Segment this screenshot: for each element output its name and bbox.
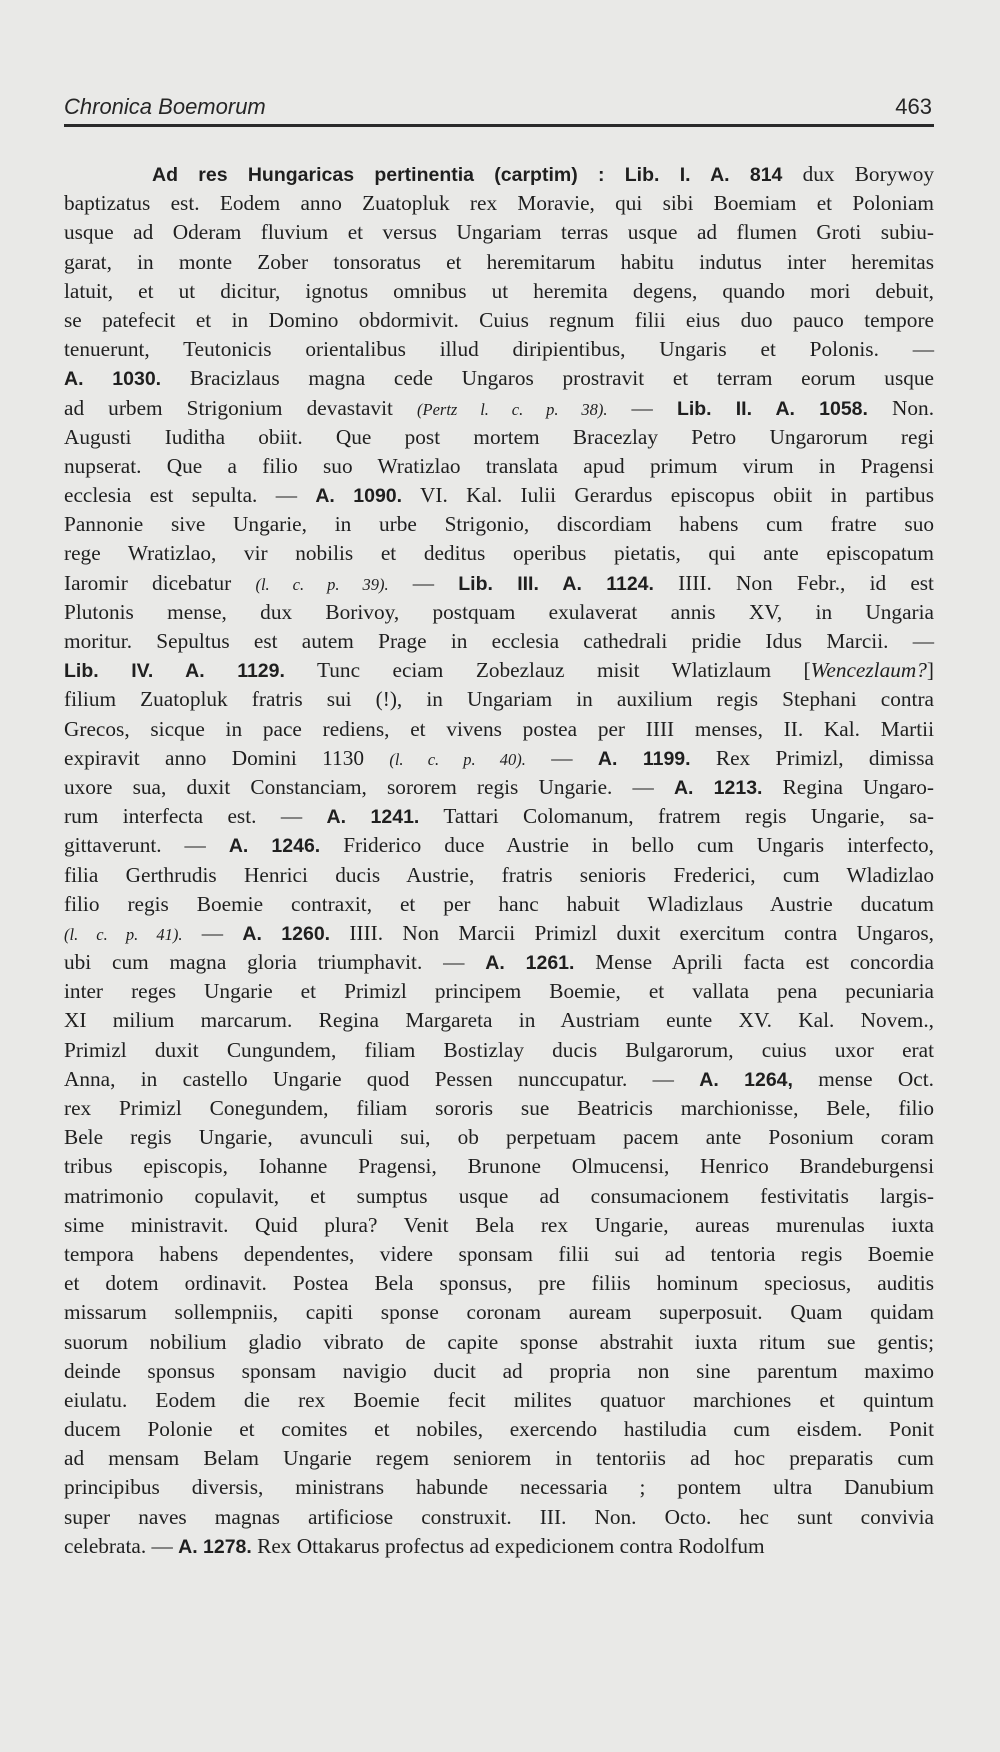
text-line (64, 744, 934, 773)
text-line (64, 1298, 934, 1327)
year-heading: Lib. IV. A. 1129. (64, 660, 285, 683)
text-line (64, 160, 934, 189)
text-line (64, 685, 934, 714)
text-line (64, 1065, 934, 1094)
text-segment: — (525, 745, 598, 770)
text-line (64, 861, 934, 890)
text-line (64, 890, 934, 919)
text-segment: XI milium marcarum. Regina Margareta in Austriam eunte XV. Kal. Novem., (64, 1008, 934, 1033)
text-segment: — (388, 570, 459, 595)
text-segment: Anna, in castello Ungarie quod Pessen nunccupatur. — (64, 1066, 700, 1091)
text-segment: Bele regis Ungarie, avunculi sui, ob perpetuam pacem ante Posonium coram (64, 1125, 934, 1150)
text-segment: et dotem ordinavit. Postea Bela sponsus, pre filiis hominum speciosus, auditis (64, 1271, 934, 1296)
text-line (64, 715, 934, 744)
text-segment: ubi cum magna gloria triumphavit. — (64, 950, 486, 975)
text-segment: Friderico duce Austrie in bello cum Ungaris interfecto, (320, 833, 934, 858)
text-segment: IIII. Non Marcii Primizl duxit exercitum contra Ungaros, (330, 920, 934, 945)
text-segment: rum interfecta est. — (64, 804, 327, 829)
text-line (64, 1036, 934, 1065)
year-heading: A. 1090. (315, 485, 403, 508)
text-line (64, 598, 934, 627)
text-segment: rex Primizl Conegundem, filiam sororis sue Beatricis marchionisse, Bele, filio (64, 1096, 934, 1120)
text-segment: baptizatus est. Eodem anno Zuatopluk rex Moravie, qui sibi Boemiam et Poloniam (64, 191, 934, 216)
text-line (64, 394, 934, 423)
text-line (64, 1386, 934, 1415)
text-segment: Wencezlaum? (810, 658, 927, 683)
text-segment: suorum nobilium gladio vibrato de capite sponse abstrahit iuxta ritum sue gentis; (64, 1329, 934, 1354)
text-line (64, 1123, 934, 1152)
text-segment: deinde sponsus sponsam navigio ducit ad propria non sine parentum maximo (64, 1358, 934, 1383)
text-line (64, 277, 934, 306)
text-line (64, 248, 934, 277)
text-segment: nupserat. Que a filio suo Wratizlao translata apud primum virum in Pragensi (64, 453, 934, 478)
citation: (l. c. p. 39). (255, 574, 389, 594)
text-segment: Tattari Colomanum, fratrem regis Ungarie, sa- (419, 804, 935, 829)
text-line (64, 1240, 934, 1269)
year-heading: A. 1261. (485, 952, 575, 975)
text-segment: gittaverunt. — (64, 833, 229, 858)
header-rule (64, 124, 934, 127)
text-segment: Bracizlaus magna cede Ungaros prostravit et terram eorum usque (161, 366, 934, 391)
text-segment: missarum sollempniis, capiti sponse coronam auream superposuit. Quam quidam (64, 1300, 934, 1325)
text-line (64, 423, 934, 452)
text-segment: celebrata. — (64, 1533, 179, 1558)
text-segment: uxore sua, duxit Constanciam, sororem regis Ungarie. — (64, 774, 674, 799)
text-segment: mense Oct. (792, 1066, 934, 1091)
text-segment: Pannonie sive Ungarie, in urbe Strigonio, discordiam habens cum fratre suo (64, 512, 934, 537)
text-segment: ] (926, 658, 934, 683)
text-line (64, 627, 934, 656)
chronicle-text (64, 160, 934, 1561)
text-line (64, 1006, 934, 1035)
text-segment: Tunc eciam Zobezlauz misit Wlatizlaum [ (284, 658, 811, 683)
text-line (64, 1094, 934, 1123)
year-heading: A. 1199. (597, 747, 691, 770)
text-segment: — (182, 920, 243, 945)
text-segment: ducem Polonie et comites et nobiles, exercendo hastiludia cum eisdem. Ponit (64, 1417, 934, 1442)
year-heading: Lib. III. A. 1124. (458, 572, 654, 595)
citation: (l. c. p. 41). (64, 924, 183, 944)
text-line (64, 831, 934, 860)
text-segment: super naves magnas artificiose construxit. III. Non. Octo. hec sunt convivia (64, 1504, 934, 1529)
citation: (Pertz l. c. p. 38). (417, 399, 608, 419)
text-segment: usque ad Oderam fluvium et versus Ungariam terras usque ad flumen Groti subiu- (64, 220, 934, 245)
text-segment: Plutonis mense, dux Borivoy, postquam exulaverat annis XV, in Ungaria (64, 599, 934, 624)
text-line (64, 1473, 934, 1502)
text-segment: matrimonio copulavit, et sumptus usque ad consumacionem festivitatis largis- (64, 1183, 934, 1208)
year-heading: A. 1260. (242, 922, 331, 945)
citation: (l. c. p. 40). (389, 749, 526, 769)
year-heading: A. 1278. (178, 1535, 252, 1558)
text-line (64, 481, 934, 510)
text-segment: latuit, et ut dicitur, ignotus omnibus ut heremita degens, quando mori debuit, (64, 278, 934, 303)
text-line (64, 539, 934, 568)
year-heading: Ad res Hungaricas pertinentia (carptim) : Lib. I. A. 814 (152, 164, 783, 186)
text-segment: moritur. Sepultus est autem Prage in ecclesia cathedrali pridie Idus Marcii. — (64, 629, 934, 653)
running-title: Chronica Boemorum (64, 94, 266, 119)
year-heading: A. 1264, (699, 1068, 793, 1091)
text-segment: garat, in monte Zober tonsoratus et heremitarum habitu indutus inter heremitas (64, 249, 934, 274)
page-header (64, 94, 934, 124)
year-heading: A. 1213. (673, 776, 763, 799)
text-segment: Iaromir dicebatur (64, 570, 256, 595)
text-segment: filio regis Boemie contraxit, et per hanc habuit Wladizlaus Austrie ducatum (64, 891, 934, 916)
text-segment: rege Wratizlao, vir nobilis et deditus operibus pietatis, qui ante episcopatum (64, 541, 934, 566)
text-segment: Grecos, sicque in pace rediens, et vivens postea per IIII menses, II. Kal. Martii (64, 716, 934, 741)
text-line (64, 510, 934, 539)
text-line (64, 364, 934, 393)
year-heading: A. 1241. (326, 806, 420, 829)
text-line (64, 1328, 934, 1357)
text-segment: inter reges Ungarie et Primizl principem Boemie, et vallata pena pecuniaria (64, 979, 934, 1004)
text-line (64, 1532, 934, 1561)
text-segment: dux Borywoy (782, 162, 934, 186)
text-line (64, 335, 934, 364)
text-segment: se patefecit et in Domino obdormivit. Cuius regnum filii eius duo pauco tempore (64, 307, 934, 332)
text-line (64, 1357, 934, 1386)
text-segment: expiravit anno Domini 1130 (64, 745, 390, 770)
text-segment: Non. (867, 395, 935, 420)
text-segment: principibus diversis, ministrans habunde necessaria ; pontem ultra Danubium (64, 1475, 934, 1500)
text-segment: — (607, 395, 677, 420)
text-line (64, 1182, 934, 1211)
text-line (64, 977, 934, 1006)
text-segment: ad mensam Belam Ungarie regem seniorem in tentoriis ad hoc preparatis cum (64, 1446, 934, 1471)
text-segment: Rex Ottakarus profectus ad expedicionem contra Rodolfum (251, 1533, 765, 1558)
text-segment: IIII. Non Febr., id est (653, 570, 934, 595)
text-line (64, 1415, 934, 1444)
year-heading: Lib. II. A. 1058. (676, 397, 868, 420)
text-segment: VI. Kal. Iulii Gerardus episcopus obiit in partibus (402, 483, 934, 508)
text-line (64, 569, 934, 598)
year-heading: A. 1246. (228, 835, 321, 858)
text-line (64, 1444, 934, 1473)
year-heading: A. 1030. (64, 368, 162, 391)
text-segment: tribus episcopis, Iohanne Pragensi, Brunone Olmucensi, Henrico Brandeburgensi (64, 1154, 934, 1179)
text-line (64, 218, 934, 247)
text-line (64, 189, 934, 218)
text-segment: Mense Aprili facta est concordia (574, 950, 935, 975)
text-segment: Augusti Iuditha obiit. Que post mortem Bracezlay Petro Ungarorum regi (64, 424, 934, 449)
text-line (64, 948, 934, 977)
text-line (64, 919, 934, 948)
text-segment: filium Zuatopluk fratris sui (!), in Ungariam in auxilium regis Stephani contra (64, 687, 934, 712)
text-segment: tempora habens dependentes, videre sponsam filii sui ad tentoria regis Boemie (64, 1241, 934, 1266)
text-segment: filia Gerthrudis Henrici ducis Austrie, fratris senioris Frederici, cum Wladizlao (64, 862, 934, 887)
text-segment: eiulatu. Eodem die rex Boemie fecit milites quatuor marchiones et quintum (64, 1387, 934, 1412)
text-line (64, 773, 934, 802)
text-segment: Rex Primizl, dimissa (690, 745, 934, 770)
text-line (64, 306, 934, 335)
text-line (64, 1152, 934, 1181)
text-segment: ad urbem Strigonium devastavit (64, 395, 417, 420)
text-line (64, 656, 934, 685)
text-line (64, 452, 934, 481)
text-line (64, 802, 934, 831)
text-line (64, 1211, 934, 1240)
text-segment: Regina Ungaro- (762, 774, 935, 799)
text-segment: sime ministravit. Quid plura? Venit Bela rex Ungarie, aureas murenulas iuxta (64, 1212, 934, 1237)
page-number: 463 (895, 94, 932, 119)
text-line (64, 1503, 934, 1532)
text-segment: Primizl duxit Cungundem, filiam Bostizlay ducis Bulgarorum, cuius uxor erat (64, 1037, 934, 1062)
text-line (64, 1269, 934, 1298)
text-segment: ecclesia est sepulta. — (64, 483, 316, 508)
text-segment: tenuerunt, Teutonicis orientalibus illud diripientibus, Ungaris et Polonis. — (64, 337, 934, 362)
